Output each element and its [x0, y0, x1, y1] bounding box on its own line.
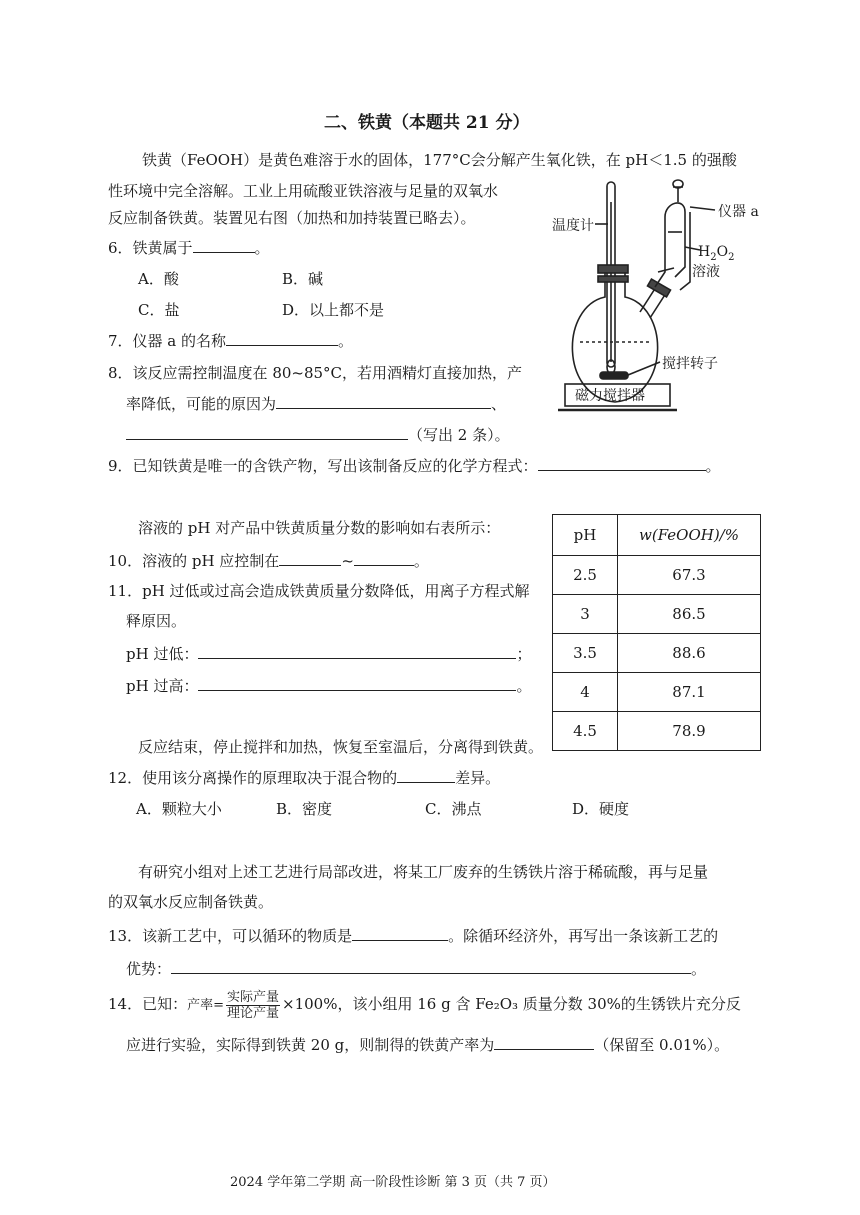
q8-line-2: [126, 393, 506, 414]
q7-answer-blank[interactable]: [226, 331, 338, 346]
q14-stem: ×100%，该小组用 16 g 含 Fe₂O₃ 质量分数 30%的生锈铁片充分反: [282, 995, 741, 1013]
q6-answer-blank[interactable]: [193, 238, 255, 253]
apparatus-diagram: [540, 172, 770, 417]
table-row: [553, 712, 761, 751]
q13-line-1: [108, 925, 718, 946]
q8-line-3: [126, 424, 510, 445]
q14-line-1: [108, 988, 741, 1022]
instrument-a-label: 仪器 a: [718, 204, 759, 220]
intro-line-3: 反应制备铁黄。装置见右图（加热和加持装置已略去）。: [108, 209, 476, 227]
q12-end: 差异。: [455, 769, 501, 787]
q11-high-label: pH 过高：: [126, 677, 199, 695]
dropping-funnel: [655, 203, 685, 287]
q8-answer-blank-2[interactable]: [126, 425, 408, 440]
q6: [108, 237, 270, 258]
q14-line-2: [126, 1034, 729, 1055]
q6-option-d[interactable]: D．以上都不是: [282, 301, 385, 319]
table-cell: 2.5: [553, 556, 618, 595]
q9-end: 。: [705, 457, 721, 475]
h2o2-label: $H_2O_2$: [698, 244, 735, 263]
table-row: [553, 595, 761, 634]
q11-high: [126, 675, 531, 696]
q7-stem: 7．仪器 a 的名称: [108, 332, 227, 350]
q11-low-label: pH 过低：: [126, 645, 199, 663]
table-cell: 4.5: [553, 712, 618, 751]
q12: [108, 767, 500, 788]
q12-option-d[interactable]: D．硬度: [572, 800, 630, 818]
q11-line-1: 11．pH 过低或过高会造成铁黄质量分数降低，用离子方程式解: [108, 582, 530, 600]
q8-tail: （写出 2 条）。: [408, 426, 510, 444]
q11-line-2: 释原因。: [126, 612, 187, 630]
q14-tail: （保留至 0.01%）。: [594, 1036, 730, 1054]
q10-stem: 10．溶液的 pH 应控制在: [108, 552, 280, 570]
q10-answer-blank-high[interactable]: [354, 551, 414, 566]
q6-end: 。: [254, 239, 270, 257]
improve-line-1: 有研究小组对上述工艺进行局部改进，将某工厂废弃的生锈铁片溶于稀硫酸，再与足量: [138, 863, 709, 881]
improve-line-2: 的双氧水反应制备铁黄。: [108, 893, 274, 911]
q11-low: [126, 643, 531, 664]
q12-stem: 12．使用该分离操作的原理取决于混合物的: [108, 769, 398, 787]
q8-answer-blank-1[interactable]: [276, 394, 491, 409]
q12-option-b[interactable]: B．密度: [276, 800, 333, 818]
q11-high-end: 。: [516, 677, 532, 695]
q14-answer-blank[interactable]: [494, 1035, 594, 1050]
yield-fraction: [226, 990, 280, 1021]
table-cell: 3.5: [553, 634, 618, 673]
q9-answer-blank[interactable]: [538, 456, 706, 471]
q12-answer-blank[interactable]: [397, 768, 455, 783]
q13-stem-cont: 。除循环经济外，再写出一条该新工艺的: [448, 927, 719, 945]
stirrer-label: 磁力搅拌器: [575, 388, 645, 404]
q10-answer-blank-low[interactable]: [279, 551, 341, 566]
q6-stem: 6．铁黄属于: [108, 239, 193, 257]
fraction-numerator: 实际产量: [227, 989, 280, 1005]
table-header-w: w(FeOOH)/%: [618, 515, 761, 556]
table-row: [553, 634, 761, 673]
intro-line-2: 性环境中完全溶解。工业上用硫酸亚铁溶液与足量的双氧水: [108, 182, 499, 200]
q9: [108, 455, 721, 476]
q6-option-a[interactable]: A．酸: [138, 270, 179, 288]
q6-option-c[interactable]: C．盐: [138, 301, 180, 319]
q10-end: 。: [413, 552, 429, 570]
q6-option-b[interactable]: B．碱: [282, 270, 324, 288]
q7-end: 。: [338, 332, 354, 350]
solution-label: 溶液: [692, 264, 720, 280]
intro-line-1: 铁黄（FeOOH）是黄色难溶于水的固体，177°C会分解产生氧化铁，在 pH＜1.5 的强酸: [142, 151, 737, 169]
table-cell: 67.3: [618, 556, 761, 595]
q8-line-1: 8．该反应需控制温度在 80~85°C，若用酒精灯直接加热，产: [108, 364, 523, 382]
ph-table: [552, 514, 761, 751]
q13-advantage-label: 优势：: [126, 960, 172, 978]
ph-intro: 溶液的 pH 对产品中铁黄质量分数的影响如右表所示：: [138, 519, 501, 537]
q8-separator: 、: [491, 395, 507, 413]
q9-stem: 9．已知铁黄是唯一的含铁产物，写出该制备反应的化学方程式：: [108, 457, 538, 475]
q10-tilde: ~: [341, 552, 354, 570]
q13-answer-blank-2[interactable]: [171, 959, 691, 974]
page-footer: 2024 学年第二学期 高一阶段性诊断 第 3 页（共 7 页）: [230, 1175, 556, 1190]
table-header-ph: pH: [553, 515, 618, 556]
stir-bar-label: 搅拌转子: [662, 356, 718, 372]
table-cell: 88.6: [618, 634, 761, 673]
q12-option-c[interactable]: C．沸点: [425, 800, 482, 818]
q13-line-2: [126, 958, 706, 979]
q11-high-blank[interactable]: [198, 676, 516, 691]
separation-text: 反应结束，停止搅拌和加热，恢复至室温后，分离得到铁黄。: [138, 738, 544, 756]
q11-low-blank[interactable]: [198, 644, 516, 659]
thermometer-label: 温度计: [552, 218, 594, 234]
q10: [108, 550, 429, 571]
section-title: 二、铁黄（本题共 21 分）: [324, 113, 530, 133]
q14-question: 应进行实验，实际得到铁黄 20 g，则制得的铁黄产率为: [126, 1036, 495, 1054]
fraction-denominator: 理论产量: [227, 1005, 280, 1021]
q14-yield-label: 产率=: [187, 998, 224, 1013]
q14-pre: 14．已知：: [108, 995, 188, 1013]
table-row: [553, 673, 761, 712]
table-cell: 87.1: [618, 673, 761, 712]
table-cell: 3: [553, 595, 618, 634]
q11-low-end: ；: [516, 645, 532, 663]
q8-stem: 率降低，可能的原因为: [126, 395, 277, 413]
q13-stem: 13．该新工艺中，可以循环的物质是: [108, 927, 353, 945]
q7: [108, 330, 353, 351]
stir-bar-shape: [600, 372, 628, 379]
table-cell: 86.5: [618, 595, 761, 634]
table-row: [553, 556, 761, 595]
q13-end: 。: [691, 960, 707, 978]
table-cell: 78.9: [618, 712, 761, 751]
q13-answer-blank-1[interactable]: [352, 926, 448, 941]
table-cell: 4: [553, 673, 618, 712]
q12-option-a[interactable]: A．颗粒大小: [136, 800, 222, 818]
